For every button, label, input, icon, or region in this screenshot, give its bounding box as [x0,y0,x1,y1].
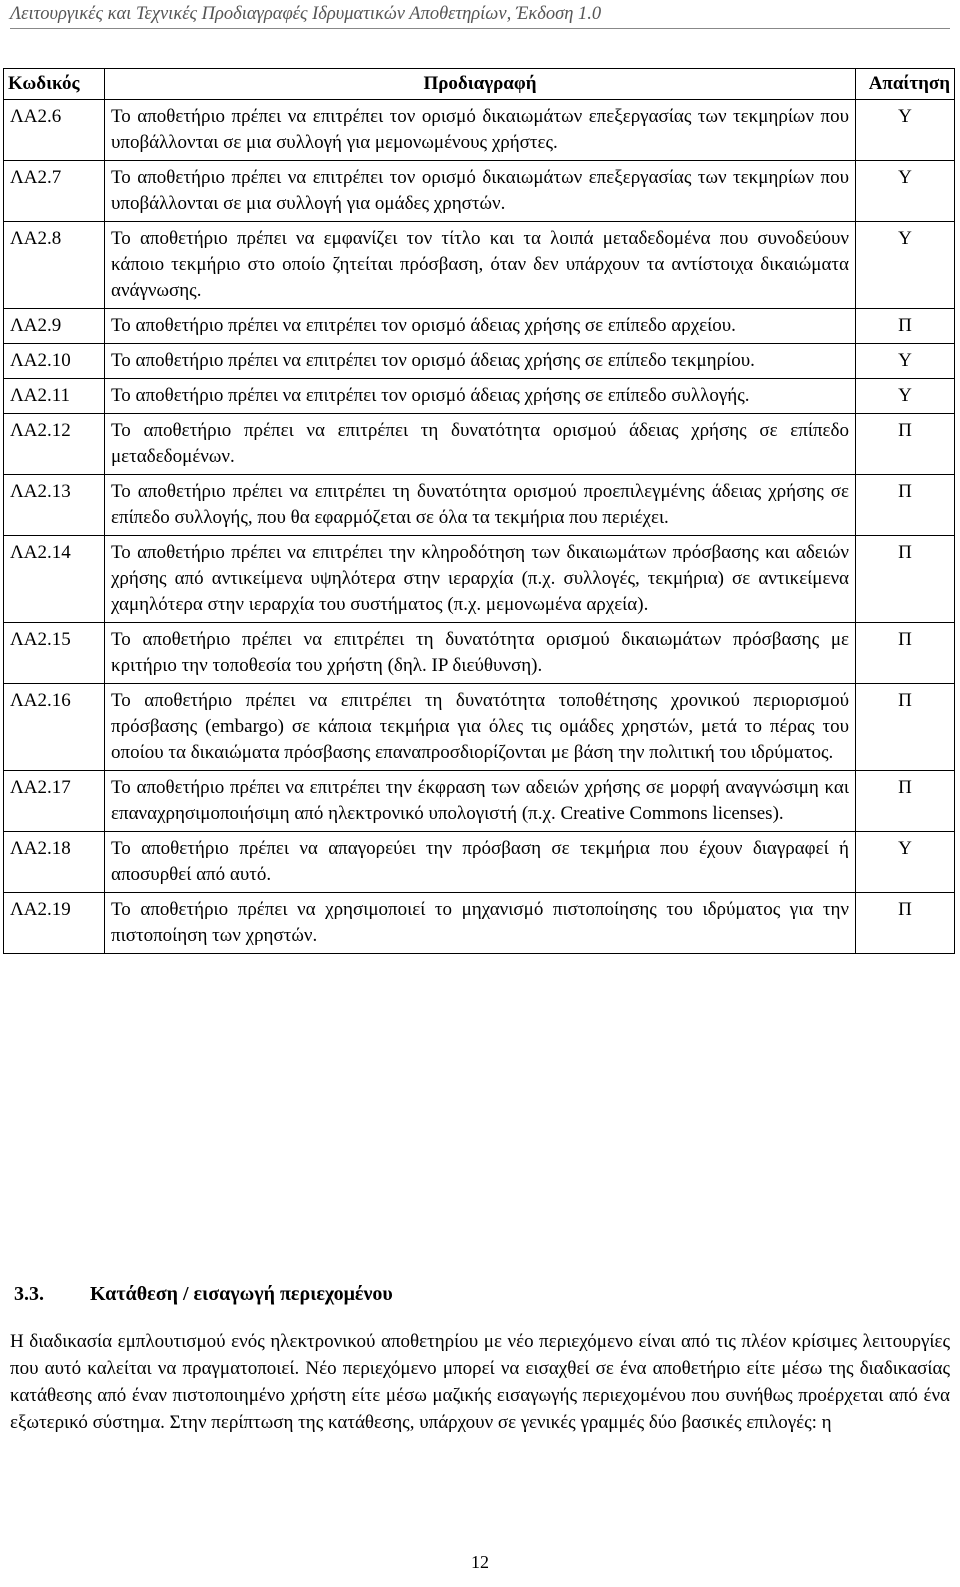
page-number: 12 [471,1552,489,1572]
section-heading [14,1283,393,1306]
table-row [4,100,955,161]
row-requirement: Υ [856,161,955,222]
table-row [4,684,955,771]
table-row [4,379,955,414]
row-requirement: Π [856,309,955,344]
row-requirement: Υ [856,100,955,161]
row-description: Το αποθετήριο πρέπει να επιτρέπει την έκφραση των αδειών χρήσης σε μορφή αναγνώσιμη και επαναχρησιμοποιήσιμη από ηλεκτρονικό υπολογιστή (π.χ. Creative Commons licenses). [105,771,856,832]
row-description: Το αποθετήριο πρέπει να επιτρέπει τη δυνατότητα τοποθέτησης χρονικού περιορισμού πρόσβασης (embargo) σε κάποια τεκμήρια για όλες τις ομάδες χρηστών, μετά το πέρας του οποίου τα δικαιώματα πρόσβασης επαναπροσδιορίζονται με βάση την πολιτική του ιδρύματος. [105,684,856,771]
section-paragraph: Η διαδικασία εμπλουτισμού ενός ηλεκτρονικού αποθετηρίου με νέο περιεχόμενο είναι από τις πλέον κρίσιμες λειτουργίες που αυτό καλείται να πραγματοποιεί. Νέο περιεχόμενο μπορεί να εισαχθεί σε ένα αποθετήριο είτε μέσω της διαδικασίας κατάθεσης από έναν πιστοποιημένο χρήστη είτε μέσω μαζικής εισαγωγής περιεχομένου που συνήθως προέρχεται από ένα εξωτερικό σύστημα. Στην περίπτωση της κατάθεσης, υπάρχουν σε γενικές γραμμές δύο βασικές επιλογές: η [10,1331,950,1433]
row-requirement: Π [856,414,955,475]
row-description: Το αποθετήριο πρέπει να επιτρέπει τον ορισμό άδειας χρήσης σε επίπεδο αρχείου. [105,309,856,344]
row-requirement: Υ [856,832,955,893]
row-code: ΛΑ2.17 [4,771,105,832]
row-description: Το αποθετήριο πρέπει να επιτρέπει τη δυνατότητα ορισμού δικαιωμάτων πρόσβασης με κριτήριο την τοποθεσία του χρήστη (δηλ. IP διεύθυνση). [105,623,856,684]
section-title: Κατάθεση / εισαγωγή περιεχομένου [90,1283,393,1305]
table-row [4,623,955,684]
row-code: ΛΑ2.19 [4,893,105,954]
page-header: Λειτουργικές και Τεχνικές Προδιαγραφές Ιδρυματικών Αποθετηρίων, Έκδοση 1.0 [10,4,950,29]
row-code: ΛΑ2.18 [4,832,105,893]
table-row [4,893,955,954]
table-row [4,475,955,536]
row-code: ΛΑ2.6 [4,100,105,161]
row-requirement: Π [856,623,955,684]
row-code: ΛΑ2.8 [4,222,105,309]
row-code: ΛΑ2.13 [4,475,105,536]
row-code: ΛΑ2.9 [4,309,105,344]
column-header-code: Κωδικός [4,69,105,100]
row-description: Το αποθετήριο πρέπει να επιτρέπει τη δυνατότητα ορισμού άδειας χρήσης σε επίπεδο μεταδεδομένων. [105,414,856,475]
table-row [4,414,955,475]
row-description: Το αποθετήριο πρέπει να χρησιμοποιεί το μηχανισμό πιστοποίησης του ιδρύματος για την πιστοποίηση των χρηστών. [105,893,856,954]
table-row [4,344,955,379]
requirements-table [3,68,955,954]
row-requirement: Π [856,475,955,536]
row-description: Το αποθετήριο πρέπει να απαγορεύει την πρόσβαση σε τεκμήρια που έχουν διαγραφεί ή αποσυρθεί από αυτό. [105,832,856,893]
row-requirement: Π [856,536,955,623]
row-description: Το αποθετήριο πρέπει να επιτρέπει τη δυνατότητα ορισμού προεπιλεγμένης άδειας χρήσης σε επίπεδο συλλογής, που θα εφαρμόζεται σε όλα τα τεκμήρια που περιέχει. [105,475,856,536]
row-description: Το αποθετήριο πρέπει να εμφανίζει τον τίτλο και τα λοιπά μεταδεδομένα που συνοδεύουν κάποιο τεκμήριο στο οποίο ζητείται πρόσβαση, όταν δεν υπάρχουν τα αντίστοιχα δικαιώματα ανάγνωσης. [105,222,856,309]
table-row [4,161,955,222]
row-description: Το αποθετήριο πρέπει να επιτρέπει τον ορισμό άδειας χρήσης σε επίπεδο συλλογής. [105,379,856,414]
row-requirement: Π [856,771,955,832]
row-code: ΛΑ2.12 [4,414,105,475]
column-header-requirement: Απαίτηση [856,69,955,100]
row-code: ΛΑ2.7 [4,161,105,222]
table-header-row [4,69,955,100]
table-row [4,309,955,344]
table-row [4,832,955,893]
row-code: ΛΑ2.11 [4,379,105,414]
table-row [4,771,955,832]
row-requirement: Υ [856,222,955,309]
table-row [4,222,955,309]
column-header-spec: Προδιαγραφή [105,69,856,100]
row-code: ΛΑ2.14 [4,536,105,623]
section-number: 3.3. [14,1283,44,1305]
row-code: ΛΑ2.15 [4,623,105,684]
row-requirement: Υ [856,344,955,379]
row-description: Το αποθετήριο πρέπει να επιτρέπει τον ορισμό άδειας χρήσης σε επίπεδο τεκμηρίου. [105,344,856,379]
row-requirement: Π [856,684,955,771]
row-requirement: Π [856,893,955,954]
row-description: Το αποθετήριο πρέπει να επιτρέπει τον ορισμό δικαιωμάτων επεξεργασίας των τεκμηρίων που υποβάλλονται σε μια συλλογή για ομάδες χρηστών. [105,161,856,222]
row-code: ΛΑ2.10 [4,344,105,379]
row-requirement: Υ [856,379,955,414]
row-description: Το αποθετήριο πρέπει να επιτρέπει τον ορισμό δικαιωμάτων επεξεργασίας των τεκμηρίων που υποβάλλονται σε μια συλλογή για μεμονωμένους χρήστες. [105,100,856,161]
row-code: ΛΑ2.16 [4,684,105,771]
row-description: Το αποθετήριο πρέπει να επιτρέπει την κληροδότηση των δικαιωμάτων πρόσβασης και αδειών χρήσης από αντικείμενα υψηλότερα στην ιεραρχία (π.χ. συλλογές, τεκμήρια) σε αντικείμενα χαμηλότερα στην ιεραρχία του συστήματος (π.χ. μεμονωμένα αρχεία). [105,536,856,623]
table-row [4,536,955,623]
